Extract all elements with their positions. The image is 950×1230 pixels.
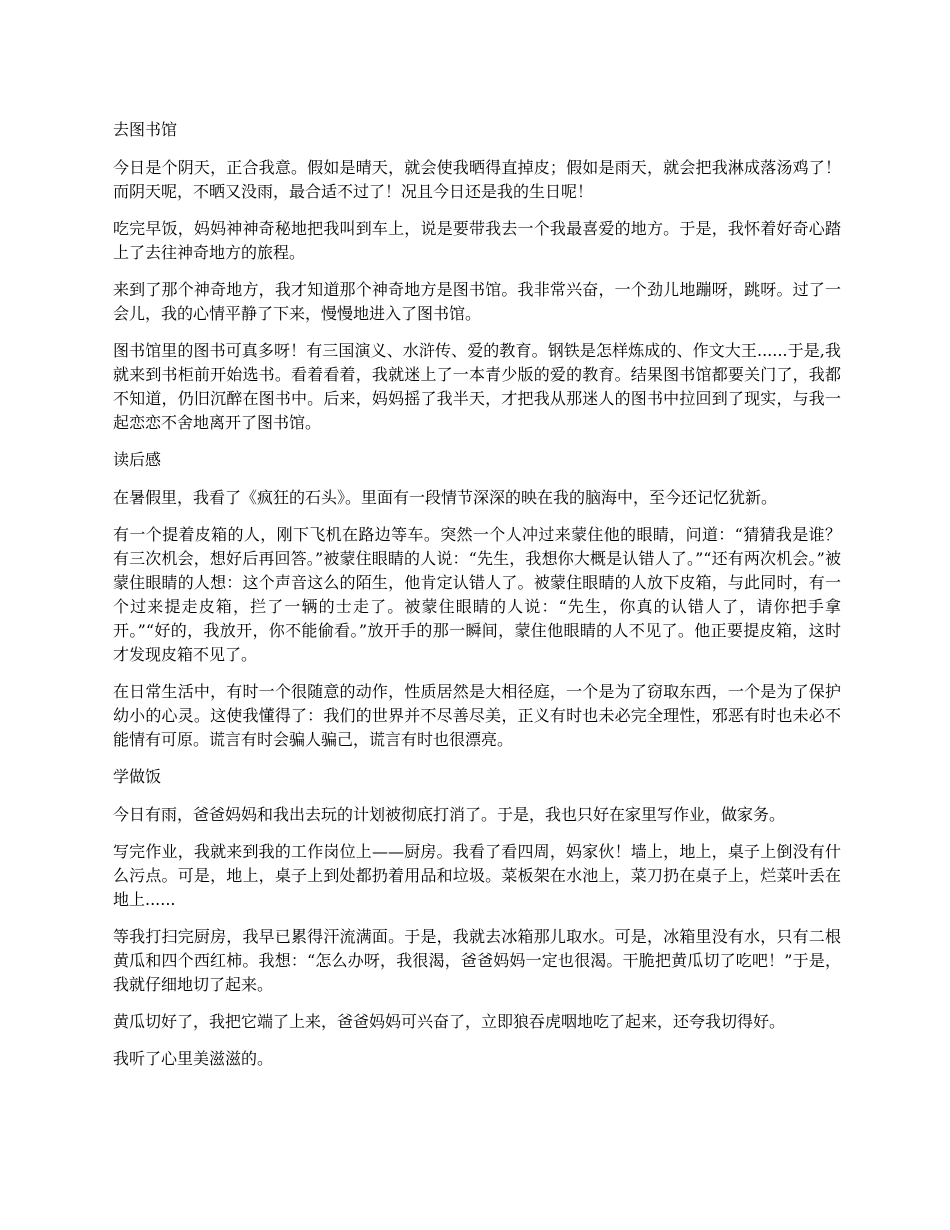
paragraph: 写完作业，我就来到我的工作岗位上——厨房。我看了看四周，妈家伙！墙上，地上，桌子上倒没有什么污点。可是，地上，桌子上到处都扔着用品和垃圾。菜板架在水池上，菜刀扔在桌子上，烂菜叶丢在地上...... — [113, 842, 841, 909]
section-title: 学做饭 — [113, 767, 162, 786]
paragraph: 在暑假里，我看了《疯狂的石头》。里面有一段情节深深的映在我的脑海中，至今还记忆犹新。 — [113, 488, 778, 507]
section-title: 读后感 — [113, 450, 162, 469]
section-reading-reflection — [113, 448, 841, 752]
paragraph: 等我打扫完厨房，我早已累得汗流满面。于是，我就去冰箱那儿取水。可是，冰箱里没有水，只有二根黄瓜和四个西红柿。我想：“怎么办呀，我很渴，爸爸妈妈一定也很渴。干脆把黄瓜切了吃吧！”于是，我就仔细地切了起来。 — [113, 927, 841, 994]
document-page — [113, 118, 841, 1084]
paragraph: 今日有雨，爸爸妈妈和我出去玩的计划被彻底打消了。于是，我也只好在家里写作业，做家务。 — [113, 805, 786, 824]
section-title: 去图书馆 — [113, 120, 178, 139]
paragraph: 来到了那个神奇地方，我才知道那个神奇地方是图书馆。我非常兴奋，一个劲儿地蹦呀，跳呀。过了一会儿，我的心情平静了下来，慢慢地进入了图书馆。 — [113, 280, 841, 323]
paragraph: 有一个提着皮箱的人，刚下飞机在路边等车。突然一个人冲过来蒙住他的眼睛，问道：“猜猜我是谁？有三次机会，想好后再回答。”被蒙住眼睛的人说：“先生，我想你大概是认错人了。”“还有两次机会。”被蒙住眼睛的人想：这个声音这么的陌生，他肯定认错人了。被蒙住眼睛的人放下皮箱，与此同时，有一个过来提走皮箱，拦了一辆的士走了。被蒙住眼睛的人说：“先生，你真的认错人了，请你把手拿开。”“好的，我放开，你不能偷看。”放开手的那一瞬间，蒙住他眼睛的人不见了。他正要提皮箱，这时才发现皮箱不见了。 — [113, 525, 841, 664]
paragraph: 今日是个阴天，正合我意。假如是晴天，就会使我晒得直掉皮；假如是雨天，就会把我淋成落汤鸡了！而阴天呢，不晒又没雨，最合适不过了！况且今日还是我的生日呢！ — [113, 158, 841, 201]
paragraph: 吃完早饭，妈妈神神奇秘地把我叫到车上，说是要带我去一个我最喜爱的地方。于是，我怀着好奇心踏上了去往神奇地方的旅程。 — [113, 219, 841, 262]
paragraph: 我听了心里美滋滋的。 — [113, 1049, 274, 1068]
section-library — [113, 118, 841, 435]
paragraph: 图书馆里的图书可真多呀！有三国演义、水浒传、爱的教育。钢铁是怎样炼成的、作文大王......于是,我就来到书柜前开始选书。看着看着，我就迷上了一本青少版的爱的教育。结果图书馆都要关门了，我都不知道，仍旧沉醉在图书中。后来，妈妈摇了我半天，才把我从那迷人的图书中拉回到了现实，与我一起恋恋不舍地离开了图书馆。 — [113, 341, 841, 432]
section-learning-to-cook — [113, 765, 841, 1071]
paragraph: 黄瓜切好了，我把它端了上来，爸爸妈妈可兴奋了，立即狼吞虎咽地吃了起来，还夸我切得好。 — [113, 1012, 786, 1031]
paragraph: 在日常生活中，有时一个很随意的动作，性质居然是大相径庭，一个是为了窃取东西，一个是为了保护幼小的心灵。这使我懂得了：我们的世界并不尽善尽美，正义有时也未必完全理性，邪恶有时也未必不能情有可原。谎言有时会骗人骗己，谎言有时也很漂亮。 — [113, 682, 841, 749]
